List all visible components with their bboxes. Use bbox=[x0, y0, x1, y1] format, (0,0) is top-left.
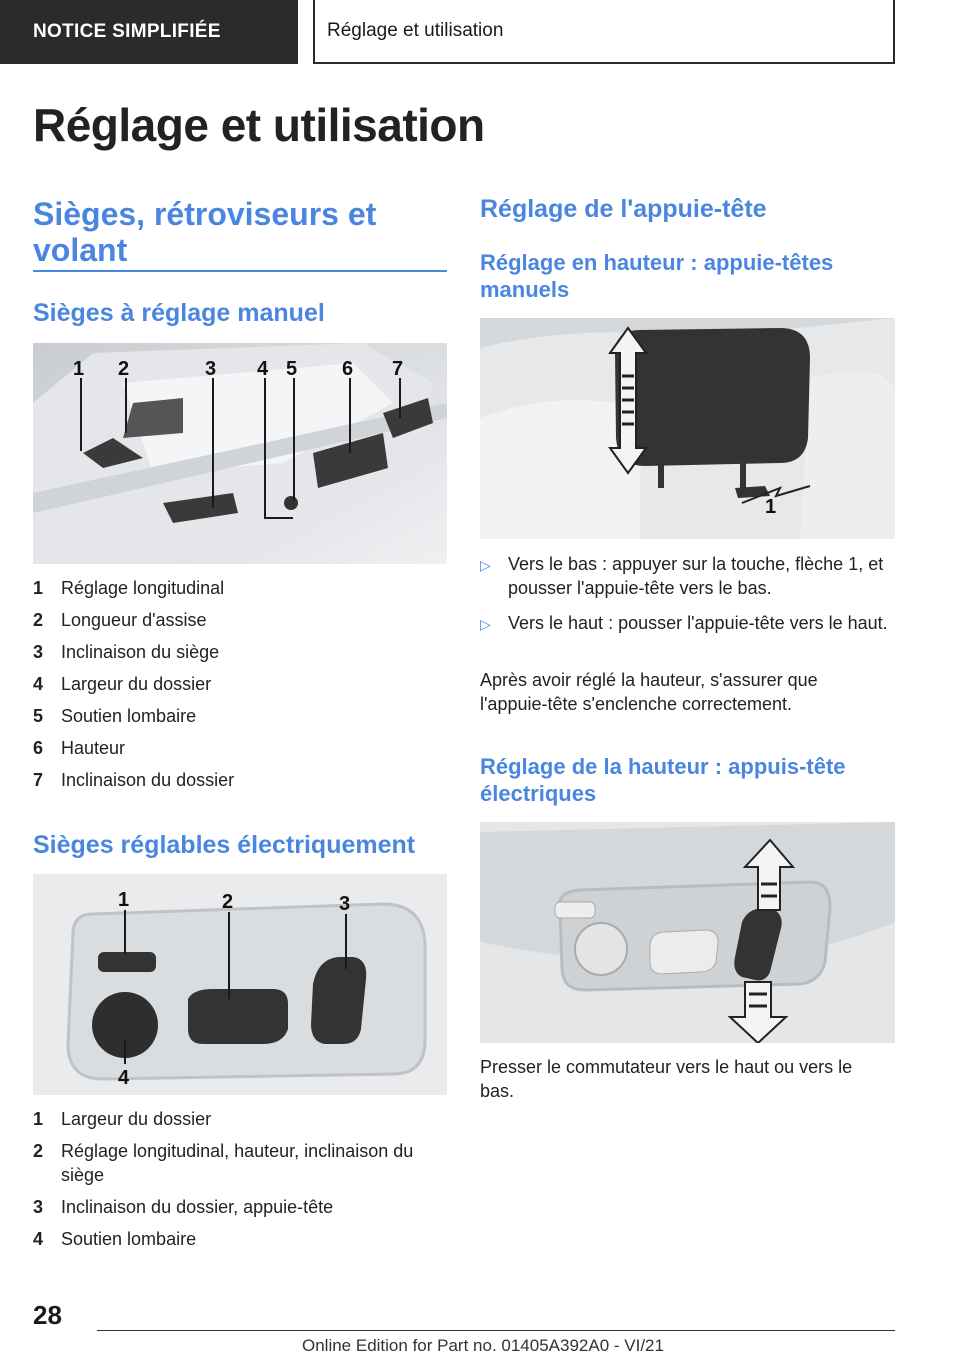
callout-1: 1 bbox=[118, 889, 130, 911]
electric-seat-illustration bbox=[33, 874, 447, 1095]
callout-1: 1 bbox=[765, 496, 777, 518]
callout-4: 4 bbox=[257, 358, 269, 380]
section-label: NOTICE SIMPLIFIÉE bbox=[33, 21, 221, 42]
item-number: 7 bbox=[33, 770, 44, 790]
list-item bbox=[33, 672, 447, 696]
callout-4: 4 bbox=[118, 1067, 130, 1089]
list-item bbox=[33, 576, 447, 600]
manual-seat-illustration bbox=[33, 343, 447, 564]
callout-7: 7 bbox=[392, 358, 404, 380]
list-item bbox=[33, 1227, 447, 1251]
triangle-bullet-icon: ▷ bbox=[480, 557, 491, 573]
edition-text: Online Edition for Part no. 01405A392A0 - VI/21 bbox=[302, 1336, 664, 1355]
item-text: Soutien lombaire bbox=[61, 706, 197, 726]
callout-2: 2 bbox=[118, 358, 130, 380]
list-item bbox=[480, 611, 895, 636]
page-number: 28 bbox=[33, 1300, 62, 1330]
headrest-note: Après avoir réglé la hauteur, s'assurer que l'appuie-tête s'enclenche correctement. bbox=[480, 670, 818, 714]
heading-manual-headrest: Réglage en hauteur : appuie-têtes manuels bbox=[480, 250, 834, 302]
manual-seat-legend bbox=[33, 576, 447, 800]
list-item bbox=[33, 640, 447, 664]
section-title-seats: Sièges, rétroviseurs et volant bbox=[33, 196, 377, 268]
item-text: Inclinaison du siège bbox=[61, 642, 220, 662]
item-number: 3 bbox=[33, 642, 44, 662]
item-text: Réglage longitudinal, hauteur, inclinaison du siège bbox=[61, 1141, 414, 1185]
callout-2: 2 bbox=[222, 891, 234, 913]
list-item bbox=[33, 608, 447, 632]
item-text: Longueur d'assise bbox=[61, 610, 207, 630]
item-text: Largeur du dossier bbox=[61, 674, 212, 694]
item-text: Hauteur bbox=[61, 738, 126, 758]
manual-headrest-illustration bbox=[480, 318, 895, 539]
step-text: Vers le haut : pousser l'appuie-tête vers le haut. bbox=[508, 613, 888, 633]
item-number: 1 bbox=[33, 1109, 44, 1129]
electric-headrest-illustration bbox=[480, 822, 895, 1043]
item-number: 6 bbox=[33, 738, 44, 758]
callout-1: 1 bbox=[73, 358, 85, 380]
page-title: Réglage et utilisation bbox=[33, 99, 485, 151]
chapter-tab bbox=[313, 0, 895, 64]
item-text: Inclinaison du dossier bbox=[61, 770, 235, 790]
item-number: 5 bbox=[33, 706, 44, 726]
item-text: Réglage longitudinal bbox=[61, 578, 225, 598]
item-text: Soutien lombaire bbox=[61, 1229, 197, 1249]
footer-rule bbox=[97, 1330, 895, 1331]
list-item bbox=[33, 768, 447, 792]
callout-3: 3 bbox=[205, 358, 217, 380]
item-text: Inclinaison du dossier, appuie-tête bbox=[61, 1197, 334, 1217]
callout-6: 6 bbox=[342, 358, 354, 380]
list-item bbox=[33, 1139, 447, 1187]
chapter-label: Réglage et utilisation bbox=[327, 20, 504, 41]
item-number: 4 bbox=[33, 674, 44, 694]
heading-electric-headrest: Réglage de la hauteur : appuis-tête électriques bbox=[480, 754, 846, 806]
heading-manual-seats: Sièges à réglage manuel bbox=[33, 299, 325, 327]
step-text: Vers le bas : appuyer sur la touche, flèche 1, et pousser l'appuie-tête vers le bas. bbox=[508, 554, 884, 598]
section-rule bbox=[33, 270, 447, 272]
item-number: 3 bbox=[33, 1197, 44, 1217]
list-item bbox=[480, 552, 895, 600]
electric-seat-legend bbox=[33, 1107, 447, 1259]
heading-electric-seats: Sièges réglables électriquement bbox=[33, 831, 416, 859]
manual-headrest-steps bbox=[480, 552, 895, 647]
callout-5: 5 bbox=[286, 358, 298, 380]
callout-3: 3 bbox=[339, 893, 351, 915]
list-item bbox=[33, 704, 447, 728]
list-item bbox=[33, 736, 447, 760]
item-number: 2 bbox=[33, 610, 44, 630]
list-item bbox=[33, 1107, 447, 1131]
item-number: 2 bbox=[33, 1141, 44, 1161]
triangle-bullet-icon: ▷ bbox=[480, 616, 491, 632]
item-number: 4 bbox=[33, 1229, 44, 1249]
item-text: Largeur du dossier bbox=[61, 1109, 212, 1129]
heading-headrest: Réglage de l'appuie-tête bbox=[480, 195, 767, 223]
electric-headrest-text: Presser le commutateur vers le haut ou vers le bas. bbox=[480, 1057, 853, 1101]
item-number: 1 bbox=[33, 578, 44, 598]
list-item bbox=[33, 1195, 447, 1219]
section-tab bbox=[0, 0, 298, 64]
